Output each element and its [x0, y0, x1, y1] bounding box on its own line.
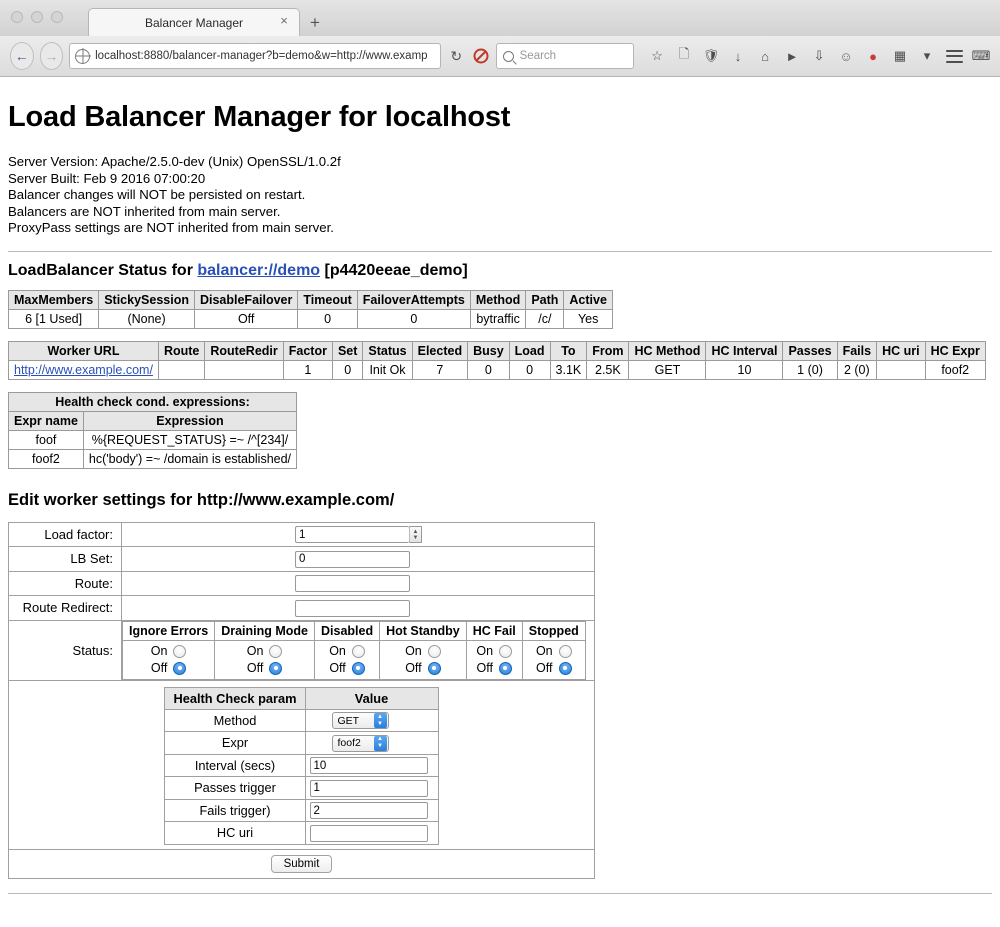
col-hc-interval: HC Interval [706, 341, 783, 360]
form-row-route [9, 571, 595, 596]
reload-icon[interactable]: ↻ [450, 47, 463, 64]
hamburger-icon [946, 50, 963, 63]
radio-label-off: Off [536, 660, 553, 675]
health-check-params-wrapper [9, 681, 594, 849]
radio-label-off: Off [150, 660, 168, 675]
hc-param-passes-label: Passes trigger [165, 777, 305, 800]
edit-worker-form [8, 522, 595, 879]
cell-timeout: 0 [298, 309, 357, 328]
cell-status: Init Ok [363, 360, 412, 379]
search-placeholder: Search [519, 50, 557, 62]
shield-icon[interactable]: 🛡 [702, 48, 720, 63]
back-button-icon[interactable]: ← [10, 42, 34, 70]
label-route-redirect: Route Redirect: [9, 596, 122, 621]
cell-disabled [315, 640, 380, 679]
hot-standby-off-option[interactable] [386, 660, 460, 677]
minimize-window-button[interactable] [31, 11, 43, 23]
home-icon[interactable]: ⌂ [761, 48, 769, 64]
smiley-icon[interactable]: ☺ [839, 48, 853, 64]
search-icon [503, 51, 514, 62]
radio-label-on: On [535, 643, 553, 658]
hc-param-interval-label: Interval (secs) [165, 754, 305, 777]
radio-off-icon[interactable] [269, 662, 282, 675]
radio-label-off: Off [329, 660, 346, 675]
cell-draining-mode [215, 640, 315, 679]
download-icon[interactable]: ↓ [734, 48, 742, 64]
hc-param-uri-value [305, 822, 438, 845]
field-route [122, 571, 595, 596]
worker-url-link[interactable]: http://www.example.com/ [14, 362, 153, 377]
server-built: Server Built: Feb 9 2016 07:00:20 [8, 170, 206, 186]
label-route: Route: [9, 571, 122, 596]
field-lb-set [122, 547, 595, 572]
server-info [8, 154, 992, 237]
radio-off-icon[interactable] [173, 662, 186, 675]
draining-mode-on-option[interactable] [221, 643, 308, 660]
col-hc-method: HC Method [629, 341, 706, 360]
hc-param-interval-value [305, 754, 438, 777]
chevron-updown-icon: ▲ ▼ [374, 713, 387, 728]
hc-method-selected-value: GET [337, 714, 360, 727]
col-active: Active [564, 290, 613, 309]
table-row [165, 799, 438, 822]
cell-expr-name: foof2 [9, 449, 84, 468]
col-path: Path [526, 290, 564, 309]
radio-label-off: Off [405, 660, 422, 675]
radio-on-icon[interactable] [352, 645, 365, 658]
radio-off-icon[interactable] [352, 662, 365, 675]
table-header-row [9, 411, 297, 430]
hc-passes-input[interactable] [310, 780, 428, 797]
server-version: Server Version: Apache/2.5.0-dev (Unix) OpenSSL/1.0.2f [8, 154, 341, 169]
cell-factor: 1 [283, 360, 332, 379]
radio-label-off: Off [246, 660, 264, 675]
balancer-url-link[interactable]: balancer://demo [197, 261, 321, 279]
send-icon[interactable]: ► [785, 48, 799, 64]
page-content [0, 101, 1000, 894]
cell-expr-name: foof [9, 430, 84, 449]
col-failoverattempts: FailoverAttempts [357, 290, 470, 309]
radio-label-on: On [329, 643, 346, 658]
col-status: Status [363, 341, 412, 360]
cell-failoverattempts: 0 [357, 309, 470, 328]
col-busy: Busy [468, 341, 510, 360]
health-check-params-table [164, 687, 438, 845]
col-from: From [587, 341, 629, 360]
hc-expressions-caption: Health check cond. expressions: [9, 392, 297, 411]
url-text: localhost:8880/balancer-manager?b=demo&w=http://www.examp [95, 50, 428, 62]
hc-fail-on-option[interactable] [473, 643, 516, 660]
form-row-status [9, 620, 595, 680]
col-routeredir: RouteRedir [205, 341, 283, 360]
cell-active: Yes [564, 309, 613, 328]
persist-note: Balancer changes will NOT be persisted on restart. [8, 187, 306, 202]
label-lb-set: LB Set: [9, 547, 122, 572]
new-tab-button[interactable]: + [310, 13, 320, 32]
cell-passes: 1 (0) [783, 360, 837, 379]
hc-uri-input[interactable] [310, 825, 428, 842]
globe-icon [75, 49, 90, 64]
draining-mode-off-option[interactable] [221, 660, 308, 677]
form-row-lb-set [9, 547, 595, 572]
spinner-arrows-icon[interactable]: ▲ ▼ [409, 526, 422, 543]
col-hot-standby: Hot Standby [380, 621, 467, 640]
cell-stopped [522, 640, 585, 679]
table-row [9, 309, 613, 328]
proxypass-note: ProxyPass settings are NOT inherited from main server. [8, 220, 334, 235]
hc-param-uri-label: HC uri [165, 822, 305, 845]
table-row [165, 709, 438, 732]
hot-standby-on-option[interactable] [386, 643, 460, 660]
col-ignore-errors: Ignore Errors [123, 621, 215, 640]
col-fails: Fails [837, 341, 877, 360]
url-bar[interactable] [69, 43, 441, 69]
col-route: Route [158, 341, 204, 360]
radio-on-icon[interactable] [428, 645, 441, 658]
form-row-route-redirect [9, 596, 595, 621]
col-hc-value: Value [305, 687, 438, 709]
load-factor-input[interactable] [295, 526, 409, 543]
table-row [165, 732, 438, 755]
col-elected: Elected [412, 341, 467, 360]
star-icon[interactable]: ☆ [651, 48, 663, 63]
page-title: Load Balancer Manager for localhost [8, 101, 511, 133]
balancer-status-heading-suffix: [p4420eeae_demo] [320, 261, 468, 279]
table-row [9, 360, 986, 379]
label-load-factor: Load factor: [9, 522, 122, 547]
col-load: Load [509, 341, 550, 360]
radio-label-off: Off [476, 660, 493, 675]
table-row [165, 754, 438, 777]
browser-titlebar [0, 0, 1000, 36]
table-row [123, 640, 586, 679]
col-expr-name: Expr name [9, 411, 84, 430]
cell-routeredir [205, 360, 283, 379]
cell-hc-method: GET [629, 360, 706, 379]
stopped-on-option[interactable] [529, 643, 579, 660]
route-input[interactable] [295, 575, 410, 592]
col-stickysession: StickySession [99, 290, 195, 309]
toolbar-icons [648, 47, 990, 65]
field-load-factor [122, 522, 595, 547]
blocked-icon[interactable] [471, 45, 489, 67]
table-row [165, 777, 438, 800]
hc-interval-input[interactable] [310, 757, 428, 774]
tab-strip [88, 0, 320, 36]
hc-param-method-value [305, 709, 438, 732]
disabled-off-option[interactable] [321, 660, 373, 677]
col-maxmembers: MaxMembers [9, 290, 99, 309]
cell-load: 0 [509, 360, 550, 379]
disabled-on-option[interactable] [321, 643, 373, 660]
hc-fail-off-option[interactable] [473, 660, 516, 677]
balancer-status-heading-prefix: LoadBalancer Status for [8, 261, 198, 279]
cell-hc-expr: foof2 [925, 360, 985, 379]
browser-chrome [0, 0, 1000, 77]
table-caption-row [9, 392, 297, 411]
radio-off-icon[interactable] [559, 662, 572, 675]
col-factor: Factor [283, 341, 332, 360]
cell-to: 3.1K [550, 360, 587, 379]
cell-from: 2.5K [587, 360, 629, 379]
maximize-window-button[interactable] [51, 11, 63, 23]
edit-worker-heading: Edit worker settings for http://www.example.com/ [8, 490, 395, 509]
cell-stickysession: (None) [99, 309, 195, 328]
tab-title: Balancer Manager [144, 15, 244, 30]
balancer-status-heading [8, 262, 992, 280]
radio-label-on: On [150, 643, 168, 658]
keyboard-icon[interactable]: ⌨ [971, 48, 991, 63]
col-stopped: Stopped [522, 621, 585, 640]
stopped-off-option[interactable] [529, 660, 579, 677]
cell-expression: %{REQUEST_STATUS} =~ /^[234]/ [83, 430, 296, 449]
menu-icon[interactable] [945, 47, 963, 65]
cell-elected: 7 [412, 360, 467, 379]
status-radio-table [122, 621, 586, 680]
no-entry-icon [473, 48, 489, 64]
cell-worker-url [9, 360, 159, 379]
cell-expression: hc('body') =~ /domain is established/ [83, 449, 296, 468]
cell-set: 0 [332, 360, 362, 379]
forward-button-icon[interactable]: → [40, 42, 64, 70]
chevron-updown-icon: ▲ ▼ [374, 736, 387, 751]
lb-set-input[interactable] [295, 551, 410, 568]
radio-off-icon[interactable] [428, 662, 441, 675]
col-hc-expr: HC Expr [925, 341, 985, 360]
hc-param-fails-label: Fails trigger) [165, 799, 305, 822]
reader-icon[interactable]: ▦ [893, 48, 907, 63]
load-factor-stepper[interactable] [295, 526, 422, 543]
col-hc-fail: HC Fail [466, 621, 522, 640]
library-icon[interactable]: 🗋 [678, 46, 690, 61]
ignore-errors-off-option[interactable] [129, 660, 208, 677]
route-redirect-input[interactable] [295, 600, 410, 617]
cell-path: /c/ [526, 309, 564, 328]
tab-balancer-manager[interactable] [88, 8, 300, 36]
table-header-row [9, 290, 613, 309]
navigation-toolbar [0, 36, 1000, 76]
cell-hot-standby [380, 640, 467, 679]
hc-expr-select[interactable] [332, 735, 389, 752]
window-controls [11, 11, 63, 23]
hc-param-method-label: Method [165, 709, 305, 732]
close-window-button[interactable] [11, 11, 23, 23]
radio-label-on: On [246, 643, 264, 658]
table-header-row [165, 687, 438, 709]
col-worker-url: Worker URL [9, 341, 159, 360]
col-hc-param: Health Check param [165, 687, 305, 709]
hc-param-passes-value [305, 777, 438, 800]
col-expression: Expression [83, 411, 296, 430]
health-check-expressions-table [8, 392, 297, 469]
ignore-errors-on-option[interactable] [129, 643, 208, 660]
cell-route [158, 360, 204, 379]
col-to: To [550, 341, 587, 360]
table-header-row [123, 621, 586, 640]
cell-hc-fail [466, 640, 522, 679]
cell-busy: 0 [468, 360, 510, 379]
field-status [122, 620, 595, 680]
radio-on-icon[interactable] [173, 645, 186, 658]
radio-label-on: On [405, 643, 422, 658]
col-disabled: Disabled [315, 621, 380, 640]
bottom-divider [8, 893, 992, 894]
close-tab-icon[interactable]: × [280, 13, 288, 28]
col-disablefailover: DisableFailover [194, 290, 297, 309]
col-draining-mode: Draining Mode [215, 621, 315, 640]
form-row-load-factor [9, 522, 595, 547]
label-status: Status: [9, 620, 122, 680]
radio-on-icon[interactable] [269, 645, 282, 658]
field-health-check-params [9, 680, 595, 849]
col-set: Set [332, 341, 362, 360]
table-row [9, 430, 297, 449]
cell-ignore-errors [123, 640, 215, 679]
cell-maxmembers: 6 [1 Used] [9, 309, 99, 328]
submit-cell [9, 849, 595, 878]
firefox-account-icon[interactable]: ● [869, 48, 877, 64]
hc-param-fails-value [305, 799, 438, 822]
radio-on-icon[interactable] [559, 645, 572, 658]
table-row [165, 822, 438, 845]
inherit-note: Balancers are NOT inherited from main server. [8, 203, 281, 219]
cell-hc-uri [877, 360, 926, 379]
chevron-down-icon[interactable]: ▾ [923, 48, 931, 63]
hc-method-select[interactable] [332, 712, 389, 729]
hc-expr-selected-value: foof2 [337, 737, 361, 749]
divider [8, 251, 992, 252]
col-hc-uri: HC uri [877, 341, 926, 360]
submit-button[interactable]: Submit [271, 855, 333, 873]
hc-param-expr-value [305, 732, 438, 755]
hc-param-expr-label: Expr [165, 732, 305, 755]
col-method: Method [470, 290, 525, 309]
cell-fails: 2 (0) [837, 360, 877, 379]
form-row-health-check-params [9, 680, 595, 849]
col-timeout: Timeout [298, 290, 357, 309]
form-row-submit [9, 849, 595, 878]
search-bar[interactable] [496, 43, 634, 69]
radio-label-on: On [476, 643, 494, 658]
workers-table [8, 341, 986, 380]
table-header-row [9, 341, 986, 360]
field-route-redirect [122, 596, 595, 621]
pocket-icon[interactable]: ⇩ [813, 48, 825, 63]
cell-disablefailover: Off [194, 309, 297, 328]
cell-hc-interval: 10 [706, 360, 783, 379]
radio-off-icon[interactable] [499, 662, 512, 675]
radio-on-icon[interactable] [499, 645, 512, 658]
hc-fails-input[interactable] [310, 802, 428, 819]
table-row [9, 449, 297, 468]
balancer-status-table [8, 290, 613, 329]
cell-method: bytraffic [470, 309, 525, 328]
col-passes: Passes [783, 341, 837, 360]
